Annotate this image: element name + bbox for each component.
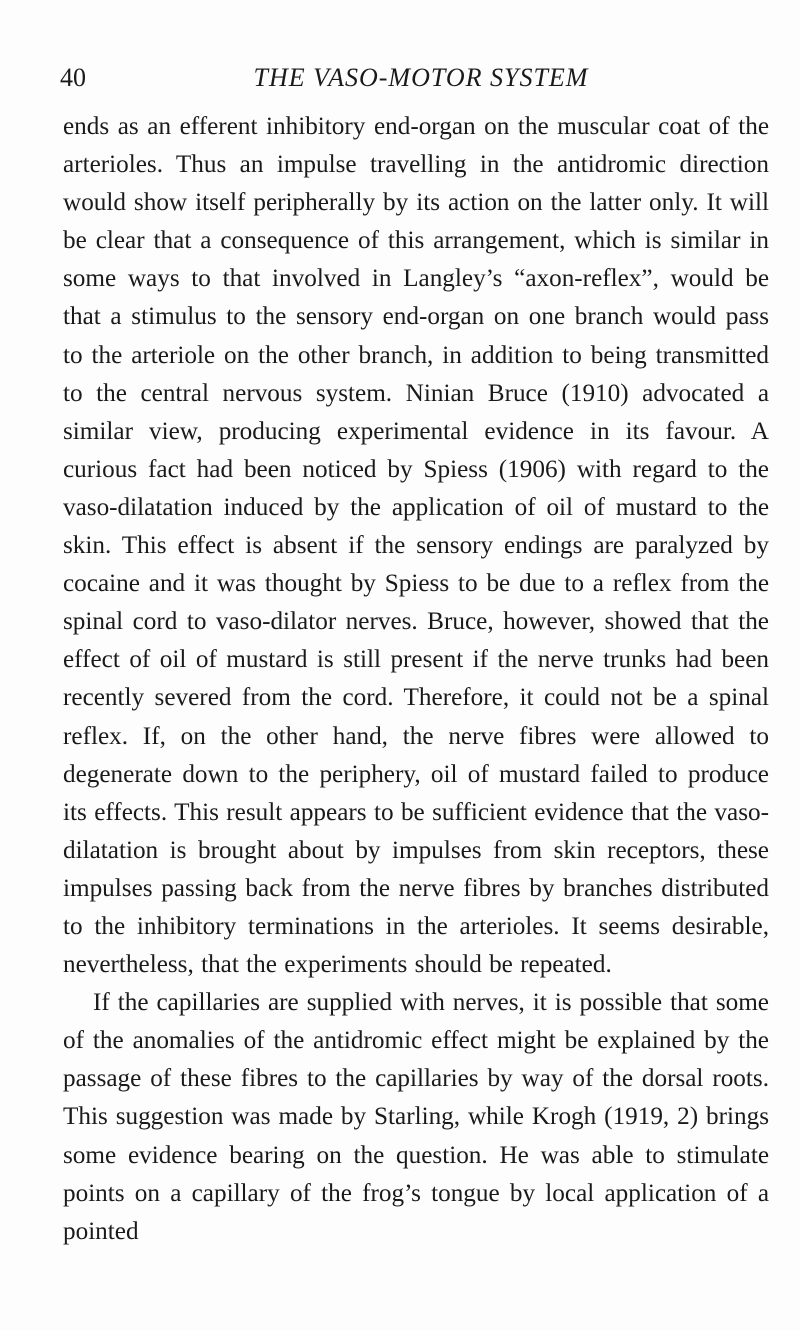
paragraph: ends as an efferent inhibitory end-organ on the muscular coat of the arterioles. Thus an impulse travelling in the antidromic direction would show itself peripherally by its action on the latter only. It will be clear that a consequence of this arrangement, which is similar in some ways to that involved in Langley’s “axon-reflex”, would be that a stimulus to the sensory end-organ on one branch would pass to the arteriole on the other branch, in addition to being transmitted to the central nervous system. Ninian Bruce (1910) advocated a similar view, producing experimental evidence in its favour. A curious fact had been noticed by Spiess (1906) with regard to the vaso-dilatation induced by the application of oil of mustard to the skin. This effect is absent if the sensory endings are paralyzed by cocaine and it was thought by Spiess to be due to a reflex from the spinal cord to vaso-dilator nerves. Bruce, however, showed that the effect of oil of mustard is still present if the nerve trunks had been recently severed from the cord. Therefore, it could not be a spinal reflex. If, on the other hand, the nerve fibres were allowed to degenerate down to the periphery, oil of mustard failed to produce its effects. This result appears to be sufficient evidence that the vaso-dilatation is brought about by impulses from skin receptors, these impulses passing back from the nerve fibres by branches distributed to the inhibitory terminations in the arterioles. It seems desirable, nevertheless, that the experiments should be repeated.	[63, 113, 769, 979]
page-header	[60, 60, 762, 104]
page-number: 40	[60, 63, 86, 92]
paragraph: If the capillaries are supplied with nerves, it is possible that some of the anomalies of the antidromic effect might be explained by the passage of these fibres to the capillaries by way of the dorsal roots. This suggestion was made by Starling, while Krogh (1919, 2) brings some evidence bearing on the question. He was able to stimulate points on a capillary of the frog’s tongue by local application of a pointed	[63, 989, 769, 1245]
running-title: THE VASO-MOTOR SYSTEM	[253, 63, 589, 92]
body-text	[63, 108, 769, 1251]
